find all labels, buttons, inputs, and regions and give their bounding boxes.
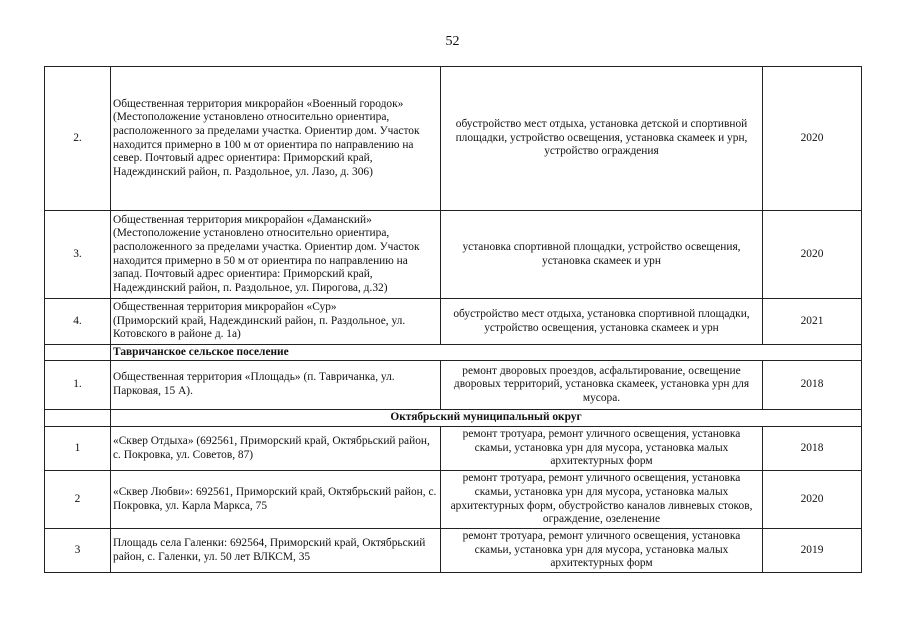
row-number: 1.	[45, 361, 111, 410]
implementation-year: 2020	[763, 67, 862, 211]
territory-address: Общественная территория микрорайон «Военный городок» (Местоположение установлено относительно ориентира, расположенного за пределами участка. Ориентир дом. Участок находится примерно в 100 м от ориентира по направлению на север. Почтовый адрес ориентира: Приморский край, Надеждинский район, п. Раздольное, ул. Лазо, д. 306)	[111, 67, 441, 211]
territory-address: Общественная территория микрорайон «Даманский» (Местоположение установлено относительно ориентира, расположенного за пределами участка. Ориентир дом. Участок находится примерно в 50 м от ориентира по направлению на запад. Почтовый адрес ориентира: Приморский край, Надеждинский район, п. Раздольное, ул. Пирогова, д.32)	[111, 211, 441, 299]
planned-works: обустройство мест отдыха, установка детской и спортивной площадки, устройство освещения, установка скамеек и урн, устройство ограждения	[441, 67, 763, 211]
row-number: 3	[45, 529, 111, 573]
implementation-year: 2019	[763, 529, 862, 573]
page-number: 52	[445, 34, 460, 49]
planned-works: ремонт тротуара, ремонт уличного освещения, установка скамьи, установка урн для мусора, установка малых архитектурных форм	[441, 427, 763, 471]
implementation-year: 2020	[763, 471, 862, 529]
table-row	[45, 299, 862, 345]
section-number-cell	[45, 345, 111, 361]
row-number: 3.	[45, 211, 111, 299]
implementation-year: 2021	[763, 299, 862, 345]
section-row	[45, 410, 862, 427]
row-number: 1	[45, 427, 111, 471]
table-row	[45, 529, 862, 573]
table-row	[45, 67, 862, 211]
row-number: 2	[45, 471, 111, 529]
territory-address: «Сквер Любви»: 692561, Приморский край, Октябрьский район, с. Покровка, ул. Карла Маркса, 75	[111, 471, 441, 529]
row-number: 2.	[45, 67, 111, 211]
section-title: Октябрьский муниципальный округ	[111, 410, 862, 427]
section-number-cell	[45, 410, 111, 427]
planned-works: ремонт тротуара, ремонт уличного освещения, установка скамьи, установка урн для мусора, установка малых архитектурных форм	[441, 529, 763, 573]
table-row	[45, 211, 862, 299]
planned-works: ремонт тротуара, ремонт уличного освещения, установка скамьи, установка урн для мусора, установка малых архитектурных форм, обустройство каналов ливневых стоков, ограждение, озеленение	[441, 471, 763, 529]
implementation-year: 2018	[763, 361, 862, 410]
territory-address: Площадь села Галенки: 692564, Приморский край, Октябрьский район, с. Галенки, ул. 50 лет ВЛКСМ, 35	[111, 529, 441, 573]
planned-works: установка спортивной площадки, устройство освещения, установка скамеек и урн	[441, 211, 763, 299]
table-row	[45, 471, 862, 529]
territory-address: Общественная территория микрорайон «Сур» (Приморский край, Надеждинский район, п. Раздольное, ул. Котовского в районе д. 1а)	[111, 299, 441, 345]
section-row	[45, 345, 862, 361]
table-row	[45, 427, 862, 471]
implementation-year: 2020	[763, 211, 862, 299]
row-number: 4.	[45, 299, 111, 345]
planned-works: обустройство мест отдыха, установка спортивной площадки, устройство освещения, установка скамеек и урн	[441, 299, 763, 345]
table-row	[45, 361, 862, 410]
territory-address: Общественная территория «Площадь» (п. Тавричанка, ул. Парковая, 15 А).	[111, 361, 441, 410]
territory-address: «Сквер Отдыха» (692561, Приморский край, Октябрьский район, с. Покровка, ул. Советов, 87)	[111, 427, 441, 471]
section-title: Тавричанское сельское поселение	[111, 345, 862, 361]
territories-table	[44, 66, 862, 573]
planned-works: ремонт дворовых проездов, асфальтирование, освещение дворовых территорий, установка скамеек, установка урн для мусора.	[441, 361, 763, 410]
implementation-year: 2018	[763, 427, 862, 471]
